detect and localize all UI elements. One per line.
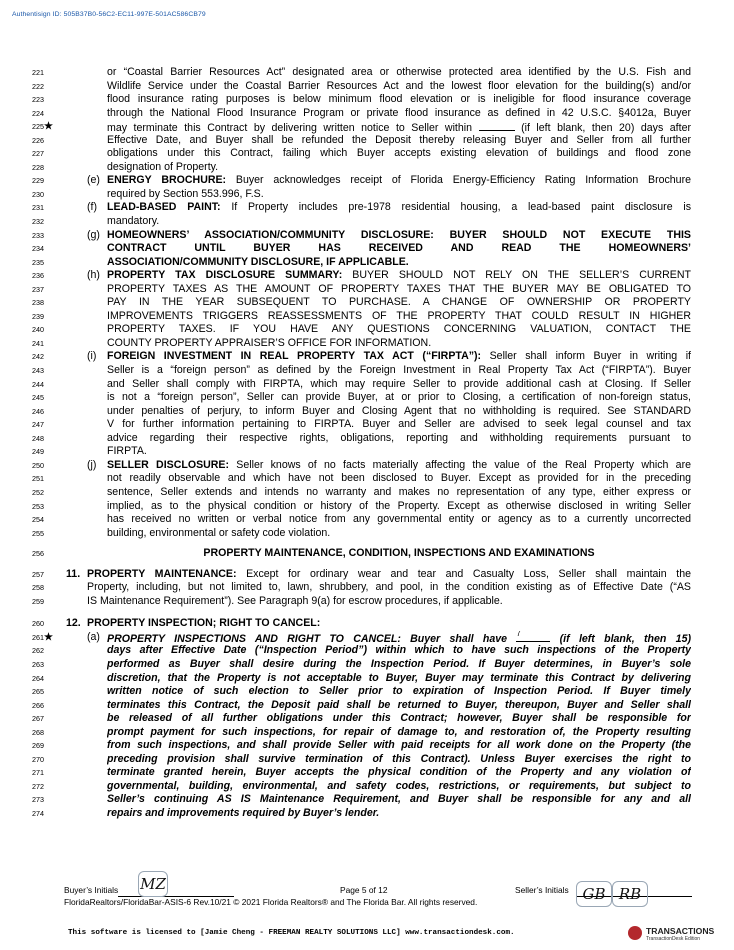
line-text xyxy=(107,296,691,310)
inspection-days-value: 7 xyxy=(516,630,521,638)
clause-text: PROPERTY TAXES AS THE AMOUNT OF PROPERTY TAXES THAT THE BUYER MAY BE OBLIGATED TO xyxy=(107,282,691,295)
line-number: 262 xyxy=(32,646,44,656)
line-number: 223 xyxy=(32,95,44,105)
buyer-initials-signature[interactable] xyxy=(138,871,168,897)
contract-line xyxy=(0,685,734,699)
subsection-label: (a) xyxy=(87,630,100,643)
contract-line xyxy=(0,793,734,807)
line-text xyxy=(107,161,691,175)
seller-initials-value-1: GB xyxy=(582,885,606,903)
contract-line xyxy=(0,581,734,595)
contract-line xyxy=(0,445,734,459)
line-number: 263 xyxy=(32,659,44,669)
line-text xyxy=(107,766,691,780)
clause-text: If Property includes pre-1978 residential housing, a lead-based paint disclosure is xyxy=(220,201,691,214)
line-text xyxy=(107,699,691,713)
line-text xyxy=(87,568,691,582)
inspection-days-field[interactable] xyxy=(516,631,550,642)
line-text xyxy=(107,445,691,459)
clause-text: repairs and improvements required by Buyer’s lender. xyxy=(107,806,380,819)
line-number: 242 xyxy=(32,352,44,362)
contract-line xyxy=(0,699,734,713)
line-text xyxy=(107,229,691,243)
line-text xyxy=(107,459,691,473)
line-number: 270 xyxy=(32,754,44,764)
contract-line xyxy=(0,500,734,514)
contract-line xyxy=(0,547,734,561)
line-text xyxy=(107,432,691,446)
clause-heading: FOREIGN INVESTMENT IN REAL PROPERTY TAX ACT (“FIRPTA”): xyxy=(107,350,482,363)
subsection-label: (g) xyxy=(87,228,100,241)
line-number: 256 xyxy=(32,549,44,559)
brand-name: TRANSACTIONS xyxy=(646,926,715,936)
subsection-label: (e) xyxy=(87,174,100,187)
line-number: 257 xyxy=(32,569,44,579)
clause-text: IS Maintenance Requirement”). See Paragraph 9(a) for escrow procedures, if applicable. xyxy=(87,594,503,607)
contract-body xyxy=(0,66,734,821)
authentisign-id: Authentisign ID: 505B37B0-56C2-EC11-997E-501AC586CB79 xyxy=(12,11,206,18)
line-text xyxy=(107,323,691,337)
clause-text: is not a “foreign person”, Seller can provide Buyer, at or prior to Closing, a certification of non-foreign status, xyxy=(107,391,691,404)
line-number: 255 xyxy=(32,528,44,538)
contract-line xyxy=(0,201,734,215)
contract-line xyxy=(0,283,734,297)
line-number: 232 xyxy=(32,217,44,227)
line-text xyxy=(107,513,691,527)
clause-text: prompt payment for such inspections, for repair of damage to, and restoration of, the Property resulting xyxy=(107,725,691,738)
line-text xyxy=(107,753,691,767)
clause-heading: ASSOCIATION/COMMUNITY DISCLOSURE, IF APPLICABLE. xyxy=(107,255,409,268)
clause-heading: HOMEOWNERS’ ASSOCIATION/COMMUNITY DISCLOSURE: BUYER SHOULD NOT EXECUTE THIS xyxy=(107,228,691,241)
line-number: 272 xyxy=(32,781,44,791)
clause-text: from such inspections, and shall provide Seller with paid receipts for all work done on the Property (the xyxy=(107,739,691,752)
contract-line xyxy=(0,161,734,175)
line-number: 260 xyxy=(32,619,44,629)
seller-initials-label: Seller’s Initials xyxy=(515,885,569,895)
line-number: 230 xyxy=(32,189,44,199)
line-number: 227 xyxy=(32,149,44,159)
line-text xyxy=(87,581,691,595)
clause-heading: CONTRACT UNTIL BUYER HAS RECEIVED AND READ THE HOMEOWNERS’ xyxy=(107,242,691,255)
line-number: 238 xyxy=(32,298,44,308)
contract-line xyxy=(0,120,734,134)
license-notice: This software is licensed to [Jamie Cheng - FREEMAN REALTY SOLUTIONS LLC] www.transactiondesk.com. xyxy=(68,929,515,937)
clause-text: (if left blank, then 15) xyxy=(550,632,691,645)
contract-line xyxy=(0,256,734,270)
buyer-initials-label: Buyer’s Initials xyxy=(64,885,119,895)
brand-subtitle: TransactionDesk Edition xyxy=(646,936,701,942)
contract-line xyxy=(0,174,734,188)
line-text xyxy=(107,486,691,500)
line-number: 253 xyxy=(32,501,44,511)
clause-heading: PROPERTY TAX DISCLOSURE SUMMARY: xyxy=(107,269,343,282)
line-number: 240 xyxy=(32,325,44,335)
line-number: 231 xyxy=(32,203,44,213)
line-number: 266 xyxy=(32,700,44,710)
line-number: 239 xyxy=(32,311,44,321)
line-text xyxy=(107,188,691,202)
section-heading: PROPERTY MAINTENANCE, CONDITION, INSPECTIONS AND EXAMINATIONS xyxy=(203,547,595,560)
line-text xyxy=(107,658,691,672)
clause-heading: SELLER DISCLOSURE: xyxy=(107,458,230,471)
buyer-initials-value: MZ xyxy=(140,875,166,893)
paragraph-gap xyxy=(0,540,734,547)
clause-text: or “Coastal Barrier Resources Act” designated area or otherwise protected area identified by the U.S. Fish and xyxy=(107,66,691,78)
seller-initials-signature-1[interactable] xyxy=(576,881,612,907)
line-text xyxy=(107,66,691,80)
contract-line xyxy=(0,753,734,767)
contract-line xyxy=(0,631,734,645)
paragraph-gap xyxy=(0,561,734,568)
clause-heading: PROPERTY MAINTENANCE: xyxy=(87,567,237,580)
page-number: Page 5 of 12 xyxy=(340,885,388,895)
seller-initials-signature-2[interactable] xyxy=(612,881,648,907)
clause-text: has received no written or verbal notice from any governmental entity or agency as to a currently uncorrected xyxy=(107,513,691,526)
contract-line xyxy=(0,780,734,794)
clause-text: be released of all further obligations under this Contract; however, Buyer shall be responsible for xyxy=(107,712,691,725)
contract-line xyxy=(0,712,734,726)
contract-line xyxy=(0,672,734,686)
contract-line xyxy=(0,378,734,392)
line-text xyxy=(107,726,691,740)
line-number: 222 xyxy=(32,81,44,91)
contract-line xyxy=(0,391,734,405)
line-number: 269 xyxy=(32,741,44,751)
line-text xyxy=(107,472,691,486)
line-number: 271 xyxy=(32,768,44,778)
line-number: 254 xyxy=(32,515,44,525)
clause-text: Effective Date, and Buyer shall be refunded the Deposit thereby releasing Buyer and Seller from all further xyxy=(107,133,691,146)
transactions-logo-icon xyxy=(628,926,642,940)
line-number: 247 xyxy=(32,420,44,430)
contract-line xyxy=(0,617,734,631)
line-text xyxy=(87,617,691,631)
line-number: 250 xyxy=(32,460,44,470)
contract-line xyxy=(0,323,734,337)
contract-line xyxy=(0,107,734,121)
line-number: 226 xyxy=(32,135,44,145)
days-blank-field[interactable] xyxy=(479,120,515,131)
contract-line xyxy=(0,418,734,432)
contract-line xyxy=(0,595,734,609)
line-number: 224 xyxy=(32,108,44,118)
line-text xyxy=(107,739,691,753)
line-text xyxy=(107,147,691,161)
clause-text: sentence, Seller extends and intends no warranty and makes no representation of any type, either express or xyxy=(107,485,691,498)
line-number: 252 xyxy=(32,487,44,497)
line-number: 259 xyxy=(32,596,44,606)
contract-line xyxy=(0,80,734,94)
clause-text: terminates this Contract, the Deposit paid shall be returned to Buyer, thereupon, Buyer and Seller shall xyxy=(107,698,691,711)
line-number: 268 xyxy=(32,727,44,737)
line-number: 274 xyxy=(32,808,44,818)
contract-line xyxy=(0,296,734,310)
contract-line xyxy=(0,66,734,80)
line-text xyxy=(107,201,691,215)
line-number: 249 xyxy=(32,447,44,457)
line-number: 221 xyxy=(32,68,44,77)
line-number: 235 xyxy=(32,257,44,267)
line-text xyxy=(107,391,691,405)
contract-line xyxy=(0,513,734,527)
clause-text: under penalties of perjury, to inform Buyer and Closing Agent that no withholding is required. See STANDARD xyxy=(107,404,691,417)
contract-line xyxy=(0,644,734,658)
line-text xyxy=(107,418,691,432)
line-number: 246 xyxy=(32,406,44,416)
contract-line xyxy=(0,527,734,541)
contract-line xyxy=(0,726,734,740)
line-text xyxy=(107,378,691,392)
line-text xyxy=(107,405,691,419)
line-text xyxy=(87,595,691,609)
line-text xyxy=(107,134,691,148)
clause-text: terminate granted herein, Buyer accepts the physical condition of the Property and any violation of xyxy=(107,766,691,779)
contract-line xyxy=(0,405,734,419)
clause-text: required by Section 553.996, F.S. xyxy=(107,187,264,200)
contract-line xyxy=(0,147,734,161)
line-text xyxy=(107,793,691,807)
clause-text: IMPROVEMENTS TRIGGERS REASSESSMENTS OF THE PROPERTY THAT COULD RESULT IN HIGHER xyxy=(107,309,691,322)
line-number: 258 xyxy=(32,583,44,593)
line-text xyxy=(107,780,691,794)
contract-line xyxy=(0,93,734,107)
line-text xyxy=(107,107,691,121)
clause-text: not readily observable and which have not been disclosed to Buyer. Except as provided for in the preceding xyxy=(107,472,691,485)
clause-text: days after Effective Date (“Inspection Period”) within which to have such inspections of the Property xyxy=(107,644,691,657)
clause-text: Except for ordinary wear and tear and Casualty Loss, Seller shall maintain the xyxy=(236,567,691,580)
clause-text: mandatory. xyxy=(107,215,160,228)
contract-line xyxy=(0,568,734,582)
line-number: 251 xyxy=(32,474,44,484)
clause-text: BUYER SHOULD NOT RELY ON THE SELLER’S CURRENT xyxy=(342,269,691,282)
clause-text: obligations under this Contract, failing which Buyer accepts existing elevation of buildings and flood zone xyxy=(107,147,691,160)
clause-heading: PROPERTY INSPECTION; RIGHT TO CANCEL: xyxy=(87,617,321,630)
clause-text: PROPERTY INSPECTIONS AND RIGHT TO CANCEL: Buyer shall have xyxy=(107,632,517,645)
line-text xyxy=(107,93,691,107)
line-text xyxy=(107,644,691,658)
line-text xyxy=(107,685,691,699)
contract-line xyxy=(0,310,734,324)
line-text xyxy=(107,215,691,229)
clause-text: designation of Property. xyxy=(107,160,219,173)
clause-text: Seller’s continuing AS IS Maintenance Requirement, and Buyer shall be responsible for any and all xyxy=(107,793,691,806)
contract-line xyxy=(0,739,734,753)
line-text xyxy=(107,256,691,270)
line-text xyxy=(107,283,691,297)
clause-text: Seller is a “foreign person” as defined by the Foreign Investment in Real Property Tax Act (“FIRPTA”). Buyer xyxy=(107,364,691,377)
line-number: 273 xyxy=(32,795,44,805)
clause-text: may terminate this Contract by delivering written notice to Seller within xyxy=(107,122,479,135)
line-number: 264 xyxy=(32,673,44,683)
line-text xyxy=(107,712,691,726)
clause-text: (if left blank, then 20) days after xyxy=(514,122,691,135)
clause-text: building, environmental or safety code violation. xyxy=(107,526,331,539)
clause-text: Seller knows of no facts materially affecting the value of the Real Property which are xyxy=(229,458,691,471)
contract-line xyxy=(0,766,734,780)
line-number: 261 xyxy=(32,632,44,642)
line-text xyxy=(107,527,691,541)
required-star-icon: ★ xyxy=(44,121,53,133)
clause-text: Property, including, but not limited to, lawn, shrubbery, and pool, in the condition existing as of Effective Date (“AS xyxy=(87,581,691,594)
clause-text: COUNTY PROPERTY APPRAISER’S OFFICE FOR INFORMATION. xyxy=(107,336,432,349)
line-number: 248 xyxy=(32,433,44,443)
contract-line xyxy=(0,350,734,364)
line-text xyxy=(107,364,691,378)
form-revision: FloridaRealtors/FloridaBar-ASIS-6 Rev.10/21 © 2021 Florida Realtors® and The Florida Bar. All rights reserved. xyxy=(64,897,478,907)
line-number: 244 xyxy=(32,379,44,389)
clause-text: flood insurance rating purposes is below minimum flood elevation or is ineligible for flood insurance coverage xyxy=(107,93,691,106)
contract-line xyxy=(0,242,734,256)
clause-text: performed as Buyer shall desire during the Inspection Period. If Buyer determines, in Buyer’s sole xyxy=(107,657,691,670)
contract-line xyxy=(0,134,734,148)
clause-text: V for further information pertaining to FIRPTA. Buyer and Seller are advised to seek legal counsel and tax xyxy=(107,418,691,431)
seller-initials-value-2: RB xyxy=(618,885,642,903)
clause-text: advice regarding their respective rights, obligations, reporting and withholding requirements pursuant to xyxy=(107,431,691,444)
clause-text: Buyer acknowledges receipt of Florida Energy-Efficiency Rating Information Brochure xyxy=(226,174,691,187)
contract-line xyxy=(0,215,734,229)
contract-line xyxy=(0,188,734,202)
clause-heading: ENERGY BROCHURE: xyxy=(107,174,227,187)
line-text xyxy=(107,350,691,364)
line-number: 265 xyxy=(32,687,44,697)
clause-text: discretion, that the Property is not acceptable to Buyer, Buyer may terminate this Contract by delivering xyxy=(107,671,691,684)
line-text xyxy=(107,337,691,351)
line-number: 237 xyxy=(32,284,44,294)
line-text xyxy=(107,80,691,94)
line-number: 243 xyxy=(32,366,44,376)
contract-line xyxy=(0,337,734,351)
line-number: 229 xyxy=(32,176,44,186)
clause-text: preceding provision shall survive termination of this Contract). Unless Buyer exercises the right to xyxy=(107,752,691,765)
section-number: 12. xyxy=(66,617,81,630)
subsection-label: (h) xyxy=(87,269,100,282)
clause-text: Seller shall inform Buyer in writing if xyxy=(481,350,691,363)
clause-heading: LEAD-BASED PAINT: xyxy=(107,201,221,214)
line-number: 241 xyxy=(32,338,44,348)
contract-line xyxy=(0,486,734,500)
line-text xyxy=(107,672,691,686)
contract-line xyxy=(0,459,734,473)
contract-line xyxy=(0,229,734,243)
contract-line xyxy=(0,432,734,446)
contract-line xyxy=(0,364,734,378)
section-number: 11. xyxy=(66,567,81,580)
line-text xyxy=(107,242,691,256)
line-number: 267 xyxy=(32,714,44,724)
line-number: 233 xyxy=(32,230,44,240)
line-number: 234 xyxy=(32,244,44,254)
line-number: 228 xyxy=(32,162,44,172)
subsection-label: (f) xyxy=(87,201,97,214)
clause-text: governmental, building, environmental, and safety codes, restrictions, or requirements, but subject to xyxy=(107,779,691,792)
line-number: 236 xyxy=(32,271,44,281)
required-star-icon: ★ xyxy=(44,631,53,643)
line-text xyxy=(107,174,691,188)
line-text xyxy=(107,807,691,821)
clause-text: written notice of such election to Seller prior to expiration of Inspection Period. If Buyer timely xyxy=(107,685,691,698)
contract-line xyxy=(0,472,734,486)
contract-line xyxy=(0,658,734,672)
line-text xyxy=(107,500,691,514)
clause-text: implied, as to the physical condition or history of the Property. Except as otherwise disclosed in writing Seller xyxy=(107,499,691,512)
line-number: 245 xyxy=(32,393,44,403)
line-text xyxy=(107,310,691,324)
paragraph-gap xyxy=(0,608,734,617)
subsection-label: (i) xyxy=(87,350,97,363)
clause-text: Wildlife Service under the Coastal Barrier Resources Act and the lowest floor elevation for the building(s) and/or xyxy=(107,79,691,92)
clause-text: FIRPTA. xyxy=(107,445,147,458)
subsection-label: (j) xyxy=(87,458,97,471)
line-text xyxy=(107,269,691,283)
clause-text: PROPERTY TAXES. IF YOU HAVE ANY QUESTIONS CONCERNING VALUATION, CONTACT THE xyxy=(107,323,691,336)
contract-line xyxy=(0,807,734,821)
clause-text: PAY IN THE YEAR SUBSEQUENT TO PURCHASE. A CHANGE OF OWNERSHIP OR PROPERTY xyxy=(107,296,691,309)
clause-text: through the National Flood Insurance Program or private flood insurance as defined in 42 U.S.C. §4012a, Buyer xyxy=(107,106,691,119)
clause-text: and Seller shall comply with FIRPTA, which may require Seller to provide additional cash at Closing. If Seller xyxy=(107,377,691,390)
line-number: 225 xyxy=(32,122,44,132)
contract-line xyxy=(0,269,734,283)
